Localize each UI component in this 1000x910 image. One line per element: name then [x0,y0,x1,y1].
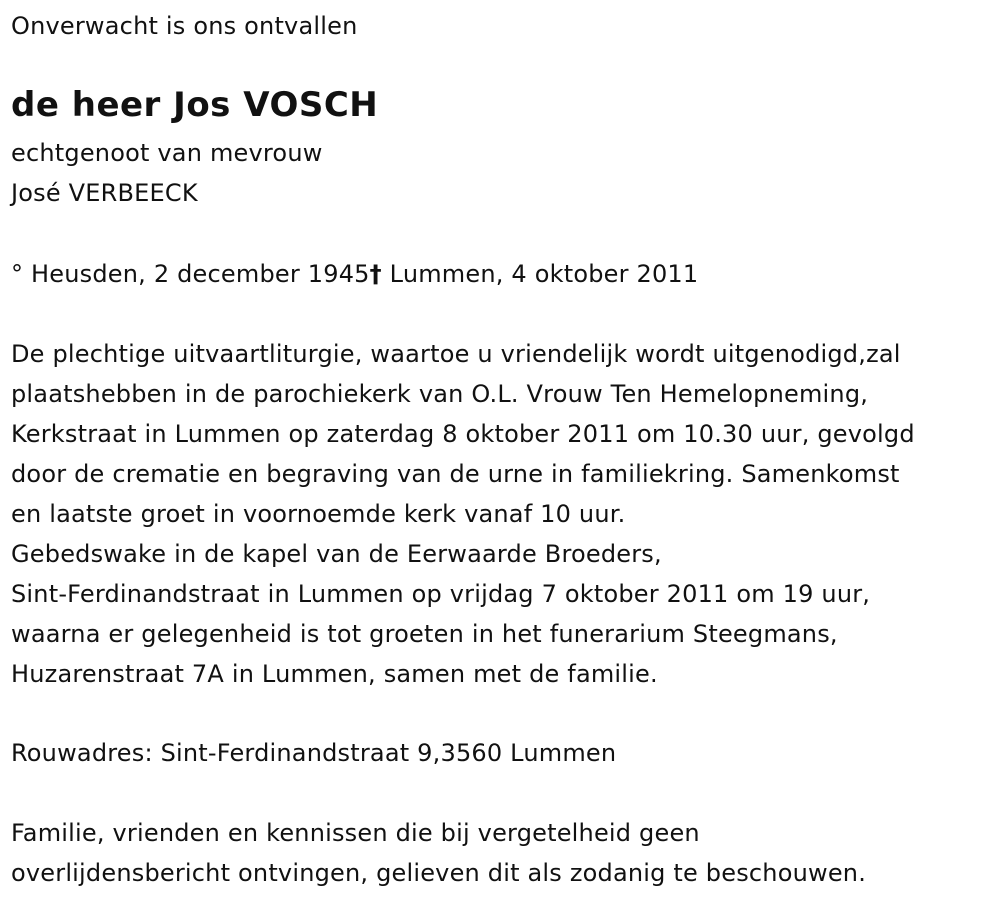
death-date: Lummen, 4 oktober 2011 [381,260,699,288]
deceased-name: de heer Jos VOSCH [11,85,379,125]
funeral-line: Sint-Ferdinandstraat in Lummen op vrijdag 7 oktober 2011 om 19 uur, [11,580,871,608]
funeral-line: plaatshebben in de parochiekerk van O.L. Vrouw Ten Hemelopneming, [11,380,869,408]
funeral-line: door de crematie en begraving van de urne in familiekring. Samenkomst [11,460,900,488]
intro-text: Onverwacht is ons ontvallen [11,12,358,40]
funeral-line: Gebedswake in de kapel van de Eerwaarde Broeders, [11,540,662,568]
birth-date: ° Heusden, 2 december 1945 [11,260,370,288]
birth-death-dates [11,254,698,294]
funeral-line: Kerkstraat in Lummen op zaterdag 8 oktober 2011 om 10.30 uur, gevolgd [11,420,915,448]
funeral-line: Huzarenstraat 7A in Lummen, samen met de familie. [11,660,658,688]
funeral-line: en laatste groet in voornoemde kerk vanaf 10 uur. [11,500,626,528]
spouse-line-1: echtgenoot van mevrouw [11,139,323,167]
funeral-details [11,334,915,694]
cross-icon: † [369,260,382,288]
spouse-block [11,133,323,213]
mourning-address: Rouwadres: Sint-Ferdinandstraat 9,3560 Lummen [11,739,617,767]
closing-notice [11,813,866,893]
funeral-line: De plechtige uitvaartliturgie, waartoe u vriendelijk wordt uitgenodigd,zal [11,340,901,368]
notice-line: overlijdensbericht ontvingen, gelieven dit als zodanig te beschouwen. [11,859,867,887]
funeral-line: waarna er gelegenheid is tot groeten in het funerarium Steegmans, [11,620,838,648]
spouse-line-2: José VERBEECK [11,179,198,207]
notice-line: Familie, vrienden en kennissen die bij vergetelheid geen [11,819,700,847]
